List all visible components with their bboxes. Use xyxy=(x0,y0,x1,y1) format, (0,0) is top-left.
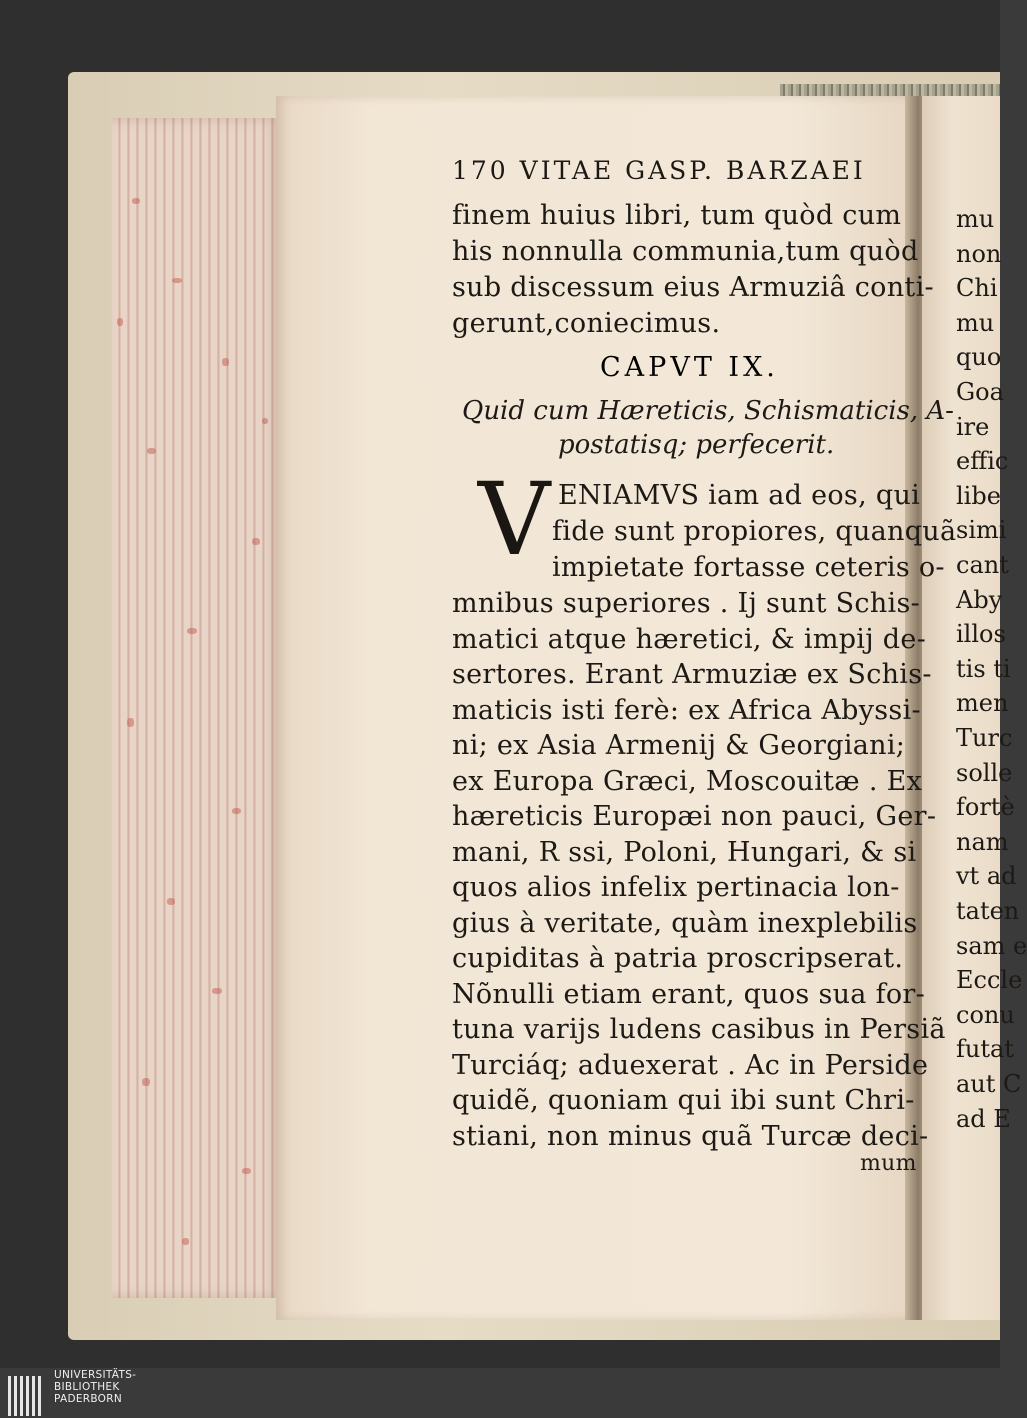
right-page-line: mu xyxy=(956,205,995,233)
right-page-line: illos xyxy=(956,620,1006,649)
right-page-line: non xyxy=(956,239,1002,268)
right-page-line: ad E xyxy=(956,1104,1011,1133)
right-page-line: futat xyxy=(956,1035,1014,1064)
right-page-line: taten xyxy=(956,897,1020,925)
text-line: Nõnulli etiam erant, quos sua for- xyxy=(452,978,926,1010)
right-page-line: Aby xyxy=(956,585,1003,614)
library-logo-text xyxy=(54,1369,136,1405)
right-page-line: vt ad xyxy=(956,862,1017,891)
text-line: mnibus superiores . Ij sunt Schis- xyxy=(452,588,921,619)
right-page-line: aut C xyxy=(956,1070,1022,1098)
text-line: sertores. Erant Armuziæ ex Schis- xyxy=(452,659,932,690)
right-page-line: men xyxy=(956,689,1009,718)
text-line: gius à veritate, quàm inexplebilis xyxy=(452,907,918,939)
right-page-line: effic xyxy=(956,447,1009,476)
text-line: ex Europa Græci, Moscouitæ . Ex xyxy=(452,765,923,797)
library-logo-icon xyxy=(8,1372,44,1416)
text-line: maticis isti ferè: ex Africa Abyssi- xyxy=(452,694,921,726)
logo-line: BIBLIOTHEK xyxy=(54,1381,120,1393)
text-line: cupiditas à patria proscripserat. xyxy=(452,943,904,974)
drop-cap: V xyxy=(478,461,551,578)
right-page-line: cant xyxy=(956,551,1009,579)
right-page-line: fortè xyxy=(956,793,1015,822)
text-line: gerunt,coniecimus. xyxy=(452,308,721,339)
text-line: tuna varijs ludens casibus in Persiã xyxy=(452,1014,946,1045)
text-line: ENIAMVS iam ad eos, qui xyxy=(558,480,921,511)
logo-line: PADERBORN xyxy=(54,1393,122,1405)
right-page-line: solle xyxy=(956,758,1013,787)
running-head: 170 VITAE GASP. BARZAEI xyxy=(452,156,866,185)
right-page-line: simi xyxy=(956,516,1007,545)
right-page-line: Eccle xyxy=(956,966,1023,995)
text-line: fide sunt propiores, quanquã xyxy=(552,516,957,547)
text-line: impietate fortasse ceteris o- xyxy=(552,552,945,583)
text-line: his nonnulla communia,tum quòd xyxy=(452,236,919,267)
chapter-subtitle-line: postatisq; perfecerit. xyxy=(558,430,835,460)
text-line: hæreticis Europæi non pauci, Ger- xyxy=(452,801,937,832)
right-page-line: mu xyxy=(956,308,995,337)
footer-bar xyxy=(0,1368,1000,1418)
right-page-line: Chi xyxy=(956,274,998,303)
text-line: ni; ex Asia Armenij & Georgiani; xyxy=(452,730,906,761)
right-page-line: Goa xyxy=(956,378,1004,406)
page-edges xyxy=(112,118,282,1298)
right-page-line: sam e xyxy=(956,931,1027,960)
right-page-line: ire xyxy=(956,412,990,441)
text-line: mani, R ssi, Poloni, Hungari, & si xyxy=(452,836,917,868)
chapter-heading: CAPVT IX. xyxy=(600,352,779,383)
right-page-line: Turc xyxy=(956,724,1013,752)
text-line: quidẽ, quoniam qui ibi sunt Chri- xyxy=(452,1085,915,1116)
right-page-line: nam xyxy=(956,827,1009,856)
text-line: sub discessum eius Armuziâ conti- xyxy=(452,272,934,303)
logo-line: UNIVERSITÄTS- xyxy=(54,1369,137,1381)
text-line: quos alios infelix pertinacia lon- xyxy=(452,872,900,903)
right-page-line: tis ti xyxy=(956,654,1011,683)
right-page-line: libe xyxy=(956,481,1001,510)
text-line: matici atque hæretici, & impij de- xyxy=(452,623,927,655)
right-page-line: conu xyxy=(956,1000,1015,1029)
text-line: finem huius libri, tum quòd cum xyxy=(452,200,902,231)
text-line: Turciáq; aduexerat . Ac in Perside xyxy=(452,1049,929,1081)
text-line: stiani, non minus quã Turcæ deci- xyxy=(452,1120,929,1152)
catchword: mum xyxy=(860,1151,917,1176)
chapter-subtitle-line: Quid cum Hæreticis, Schismaticis, A- xyxy=(462,396,954,426)
right-page-line: quo xyxy=(956,343,1002,372)
